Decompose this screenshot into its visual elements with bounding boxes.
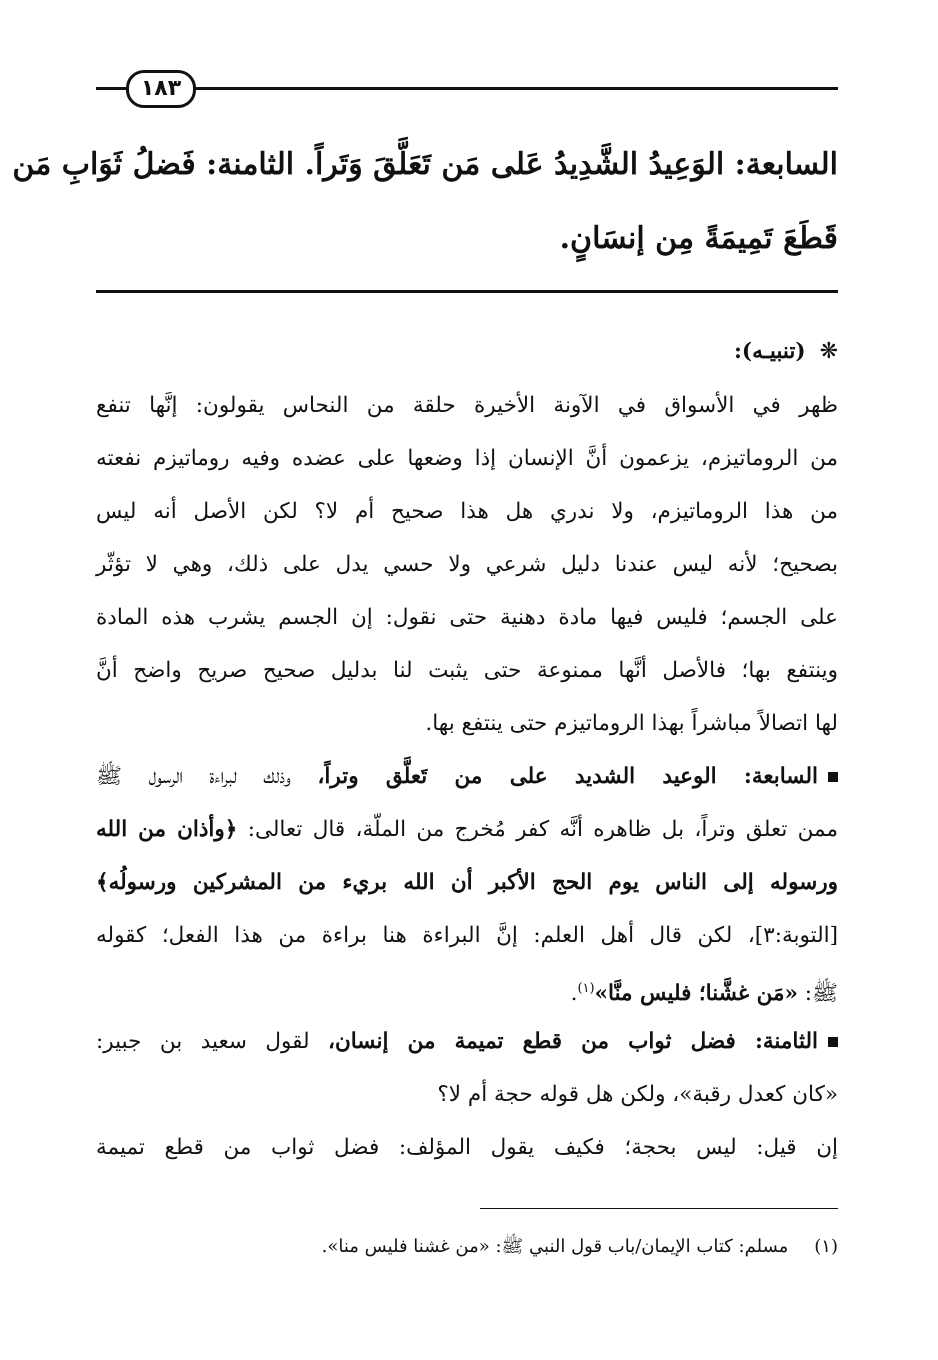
footnote-text: مسلم: كتاب الإيمان/باب قول النبي ﷺ: «من غشنا فليس منا». xyxy=(321,1236,789,1257)
paragraph-line: وينتفع بها؛ فالأصل أنَّها ممنوعة حتى يثبت لنا بدليل صحيح صريح واضح أنَّ xyxy=(96,658,838,683)
quran-verse-line: ورسوله إلى الناس يوم الحج الأكبر أن الله بريء من المشركين ورسولُه﴾ xyxy=(96,870,838,895)
paragraph-line: من الروماتيزم، يزعمون أنَّ الإنسان إذا وضعها على عضده وفيه روماتيزم نفعته xyxy=(96,446,838,471)
asterisk-icon: ❋ xyxy=(819,339,838,364)
eighth-text: لقول سعيد بن جبير: xyxy=(96,1029,329,1054)
footnote-number: (١) xyxy=(814,1236,838,1257)
summary-line-1: السابعة: الوَعِيدُ الشَّدِيدُ عَلى مَن تَعَلَّقَ وَتَراً. الثامنة: فَضلُ ثَوَابِ مَن xyxy=(12,147,838,182)
seventh-text: ممن تعلق وتراً، بل ظاهره أنَّه كفر مُخرج من الملّة، قال تعالى: xyxy=(237,817,838,842)
quran-verse: ﴿وأذان من الله xyxy=(96,817,238,842)
eighth-point-line-2: «كان كعدل رقبة»، ولكن هل قوله حجة أم لا؟ xyxy=(437,1082,838,1107)
paragraph-line: بصحيح؛ لأنه ليس عندنا دليل شرعي ولا حسي يدل على ذلك، وهي لا تؤثّر xyxy=(96,552,838,577)
footnote-rule xyxy=(480,1208,838,1209)
footnote xyxy=(96,1232,838,1262)
seventh-text: ﷺ: xyxy=(797,981,838,1007)
paragraph-line: ظهر في الأسواق في الآونة الأخيرة حلقة من النحاس يقولون: إنَّها تنفع xyxy=(96,393,838,418)
bullet-square-icon xyxy=(828,1037,838,1047)
seventh-text: . xyxy=(570,981,578,1007)
section-divider xyxy=(96,290,838,293)
paragraph-line: من هذا الروماتيزم، ولا ندري هل هذا صحيح أم لا؟ لكن الأصل أنه ليس xyxy=(96,499,838,524)
seventh-point-line-4: [التوبة:٣]، لكن قال أهل العلم: إنَّ البراءة هنا براءة من هذا الفعل؛ كقوله xyxy=(96,923,838,948)
bullet-square-icon xyxy=(828,772,838,782)
paragraph-line: على الجسم؛ فليس فيها مادة دهنية حتى نقول: إن الجسم يشرب هذه المادة xyxy=(96,605,838,630)
seventh-text: وذلك لبراءة الرسول ﷺ xyxy=(96,764,318,789)
seventh-point-line-2 xyxy=(96,808,838,852)
notice-heading xyxy=(96,330,838,374)
eighth-point-line-3: إن قيل: ليس بحجة؛ فكيف يقول المؤلف: فضل ثواب من قطع تميمة xyxy=(96,1135,838,1160)
seventh-point-line-1 xyxy=(96,755,838,799)
summary-line-2: قَطَعَ تَمِيمَةً مِن إنسَانٍ. xyxy=(559,221,838,256)
notice-title: (تنبيـه): xyxy=(734,339,806,364)
header-rule xyxy=(96,87,838,90)
eighth-heading: الثامنة: فضل ثواب من قطع تميمة من إنسان، xyxy=(328,1029,818,1054)
eighth-point-line-1 xyxy=(96,1020,838,1064)
seventh-point-line-5 xyxy=(96,967,838,1016)
paragraph-line: لها اتصالاً مباشراً بهذا الروماتيزم حتى ينتفع بها. xyxy=(425,711,838,736)
hadith-quote: «مَن غشَّنا؛ فليس منَّا» xyxy=(594,981,798,1007)
page-number: ١٨٣ xyxy=(126,70,196,108)
seventh-heading: السابعة: الوعيد الشديد على من تَعلَّق وتراً، xyxy=(317,764,818,789)
footnote-marker[interactable]: (١) xyxy=(577,981,595,996)
